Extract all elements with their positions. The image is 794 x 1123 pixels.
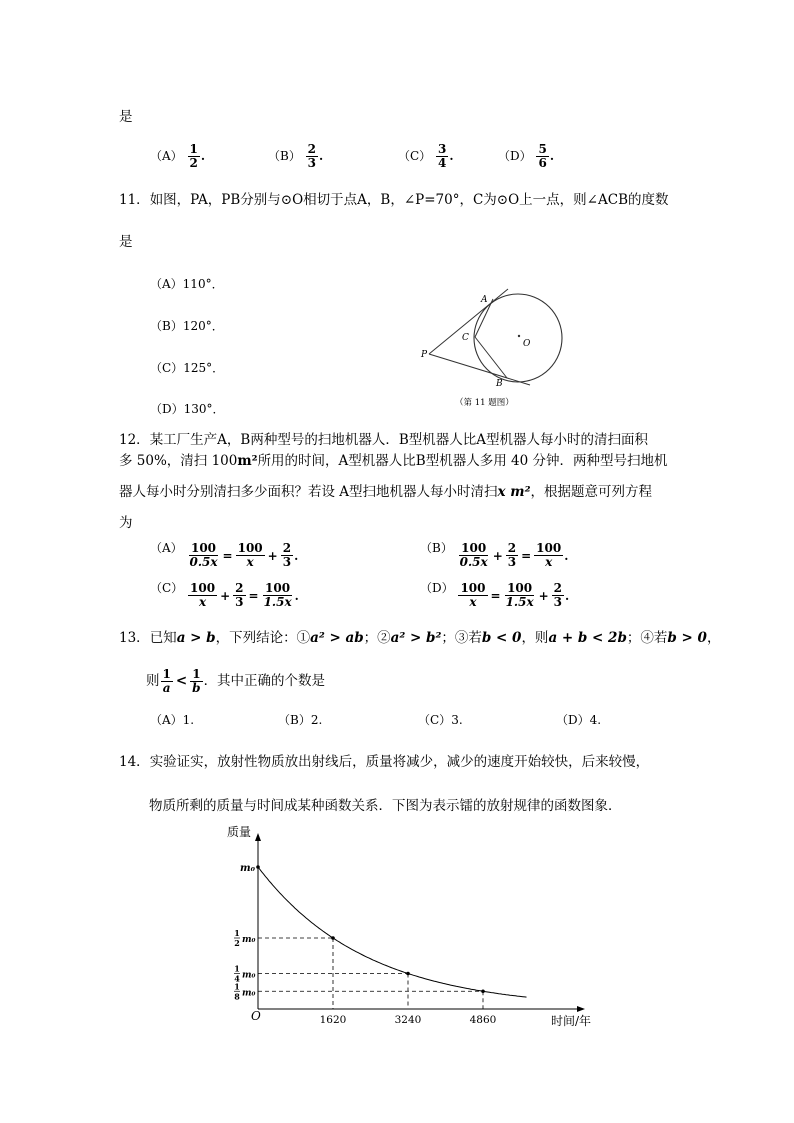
y-tick-label: m₀ (240, 863, 255, 874)
q10-option-c[interactable]: （C） $\frac{3}{4}$ . (398, 142, 454, 170)
option-fraction: $\frac{5}{6}$ (538, 142, 547, 170)
x-tick-label: 3240 (394, 1014, 422, 1026)
q11-option-c[interactable]: （C）125°． (150, 361, 225, 375)
question-number: 13． (119, 630, 150, 646)
option-label: （A） (150, 149, 183, 163)
y-tick-label-den: 4 (234, 973, 240, 984)
q11-option-a[interactable]: （A）110°． (150, 277, 224, 291)
q10-option-a[interactable]: （A） $\frac{1}{2}$ . (150, 142, 206, 170)
q11-option-b[interactable]: （B）120°． (150, 319, 224, 333)
question-number: 11． (119, 192, 150, 208)
option-label: （B） (268, 149, 301, 163)
option-fraction: $\frac{2}{3}$ (307, 142, 317, 170)
q14-line1: 14．实验证实，放射性物质放出射线后，质量将减少，减少的速度开始较快，后来较慢， (119, 754, 650, 770)
q10-tail-text: 是 (119, 109, 133, 125)
option-fraction: $\frac{1}{2}$ (189, 142, 198, 170)
label-b: B (496, 379, 503, 389)
label-p: P (421, 350, 428, 360)
decay-curve (258, 867, 527, 997)
q11-option-d[interactable]: （D）130°． (150, 402, 225, 416)
question-number: 12． (119, 432, 150, 448)
x-axis-arrow (577, 1006, 585, 1012)
x-tick-label: 4860 (469, 1014, 497, 1026)
q13-option-c[interactable]: （C）3. (418, 713, 463, 727)
y-tick-label-unit: m₀ (242, 988, 256, 999)
data-point (256, 865, 260, 869)
q12-line2: 多 50%，清扫 100m²所用的时间，A型机器人比B型机器人多用 40 分钟．两种型号扫地机 (119, 453, 668, 469)
q10-option-d[interactable]: （D） $\frac{5}{6}$ . (498, 142, 554, 170)
label-o: O (523, 339, 531, 349)
q13-option-b[interactable]: （B）2. (278, 713, 323, 727)
origin-label: O (251, 1009, 261, 1023)
label-c: C (462, 333, 469, 343)
y-tick-label-num: 1 (234, 928, 240, 938)
q13-line1: 13．已知a > b，下列结论：①a² > ab；②a² > b²；③若b < 0，则a + b < 2b；④若b > 0， (119, 630, 721, 646)
q12-line4: 为 (119, 515, 133, 531)
figure-caption: （第 11 题图） (455, 398, 514, 408)
q13-line2: 则 $\frac{1}{a}$ < $\frac{1}{b}$ ．其中正确的个数是 (146, 666, 326, 695)
x-tick-label: 1620 (319, 1014, 347, 1026)
y-axis-title: 质量 (227, 825, 252, 839)
y-tick-label-unit: m₀ (242, 935, 256, 945)
option-fraction: $\frac{3}{4}$ (438, 142, 447, 170)
q11-tail-text: 是 (119, 234, 133, 250)
q12-line1: 12．某工厂生产A，B两种型号的扫地机器人．B型机器人比A型机器人每小时的清扫面积 (119, 432, 649, 448)
y-tick-label-unit: m₀ (242, 970, 256, 981)
y-axis-arrow (255, 833, 261, 841)
q14-line2: 物质所剩的质量与时间成某种函数关系．下图为表示镭的放射规律的函数图象． (149, 798, 622, 814)
q13-option-a[interactable]: （A）1. (150, 713, 195, 727)
question-text: 如图，PA，PB分别与⊙O相切于点A，B，∠P=70°，C为⊙O上一点，则∠ACB的度数 (149, 192, 669, 208)
q12-option-c[interactable]: （C） $\frac{100}{x}$ + $\frac{2}{3}$ = $\frac{100}{1.5x}$ . (150, 581, 299, 609)
question-number: 14． (119, 754, 150, 770)
option-label: （D） (498, 149, 532, 163)
q12-option-b[interactable]: （B） $\frac{100}{0.5x}$ + $\frac{2}{3}$ = $\frac{100}{x}$ . (420, 541, 569, 569)
q10-option-b[interactable]: （B） $\frac{2}{3}$ . (268, 142, 324, 170)
y-tick-label-num: 1 (234, 963, 240, 974)
q12-option-a[interactable]: （A） $\frac{100}{0.5x}$ = $\frac{100}{x}$ + $\frac{2}{3}$ . (150, 541, 299, 569)
y-tick-label-num: 1 (234, 981, 240, 992)
x-axis-title: 时间/年 (551, 1014, 592, 1028)
q13-option-d[interactable]: （D）4. (556, 713, 602, 727)
label-a: A (481, 295, 488, 305)
option-label: （C） (398, 149, 432, 163)
q12-line3: 器人每小时分别清扫多少面积？若设 A型扫地机器人每小时清扫x m²，根据题意可列方程 (119, 484, 652, 500)
y-tick-label-den: 8 (234, 991, 240, 1002)
y-tick-label-den: 2 (234, 938, 240, 948)
q12-option-d[interactable]: （D） $\frac{100}{x}$ = $\frac{100}{1.5x}$ + $\frac{2}{3}$ . (420, 581, 570, 609)
